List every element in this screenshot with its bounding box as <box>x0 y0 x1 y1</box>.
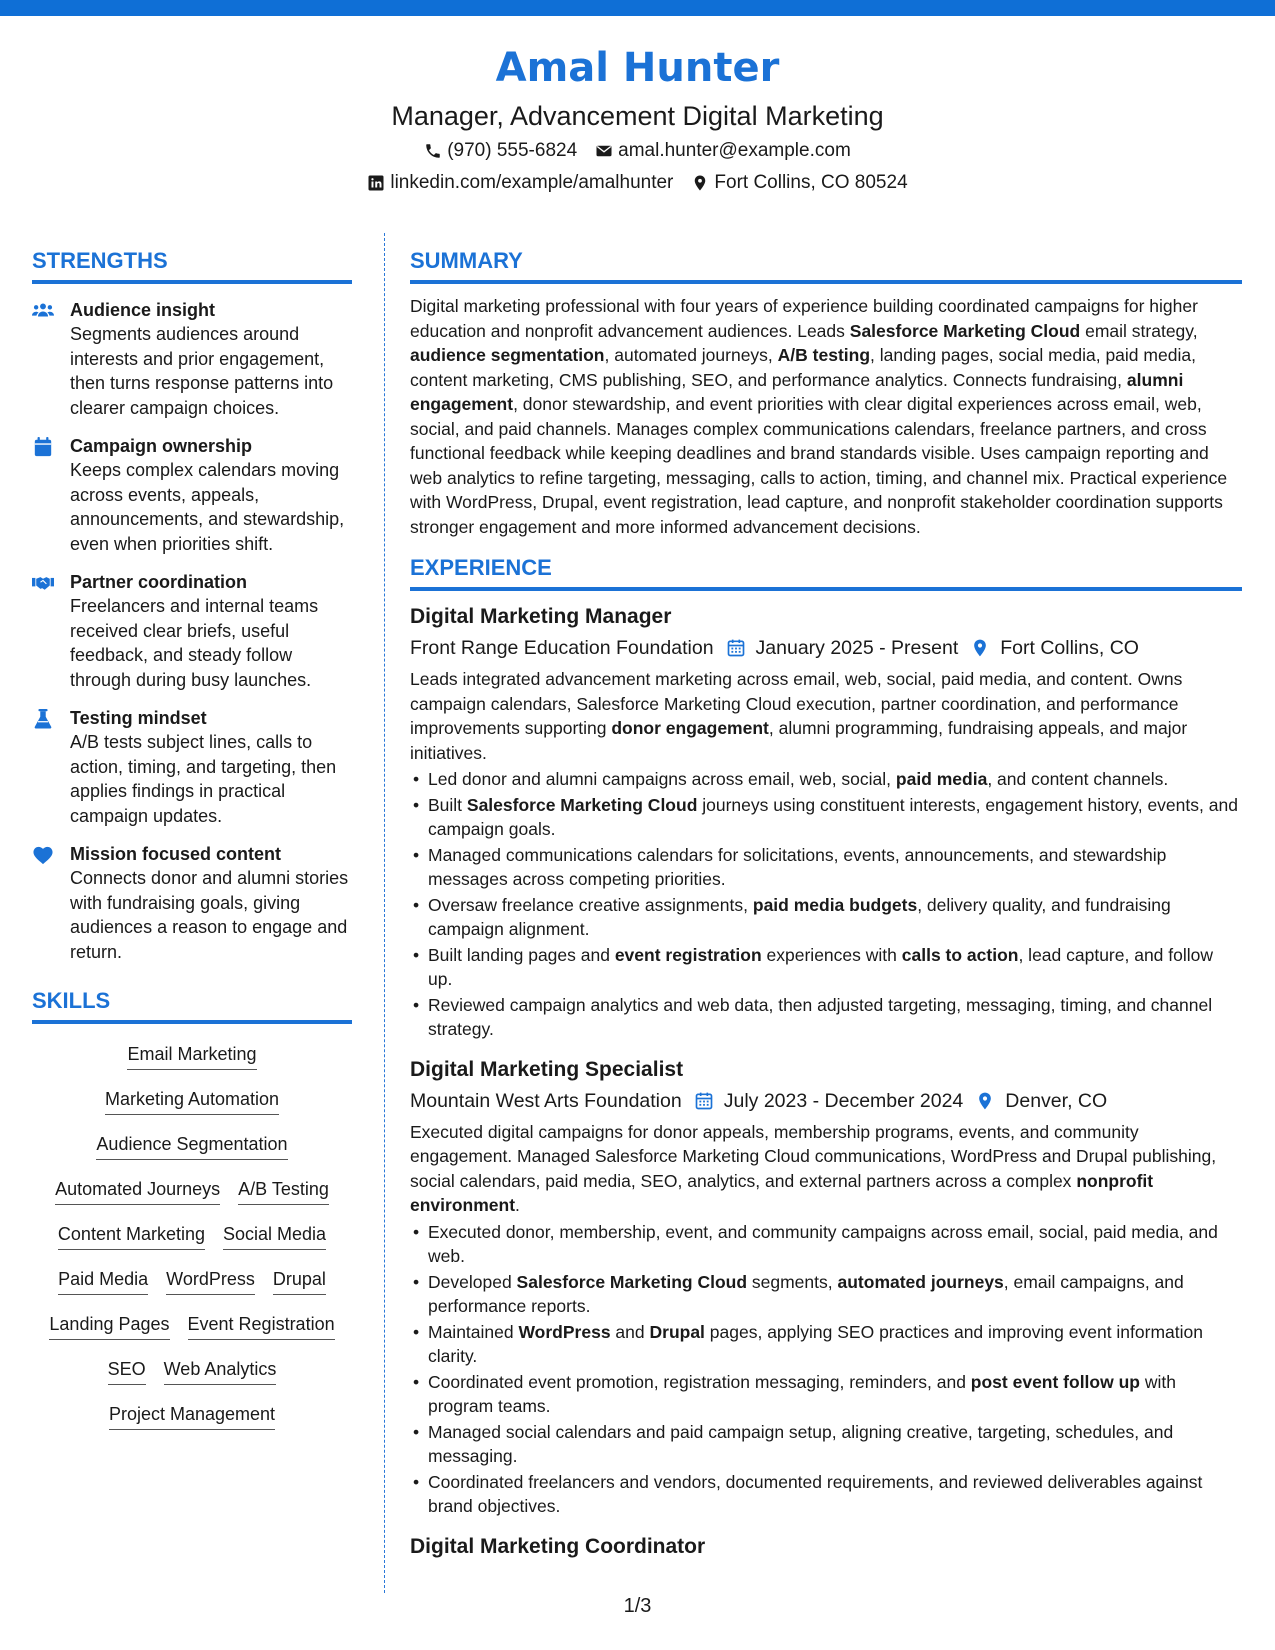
skill-row <box>32 1038 352 1083</box>
bold-keyword: audience segmentation <box>410 345 605 365</box>
skill-tag: A/B Testing <box>238 1177 329 1205</box>
strengths-heading: STRENGTHS <box>32 246 352 284</box>
text-run: Coordinated event promotion, registration messaging, reminders, and <box>428 1371 971 1392</box>
text-run: . <box>515 1195 520 1215</box>
text-run: segments, <box>747 1271 838 1292</box>
job-entry <box>410 1056 1242 1519</box>
strength-title: Testing mindset <box>70 708 207 728</box>
job-org: Front Range Education Foundation <box>410 637 714 659</box>
bullet-item <box>410 1270 1242 1319</box>
text-run: and <box>610 1321 650 1342</box>
job-dates: January 2025 - Present <box>755 637 959 659</box>
text-run: Maintained <box>428 1321 519 1342</box>
bullet-item <box>410 943 1242 992</box>
skill-row <box>32 1218 352 1263</box>
bold-keyword: calls to action <box>901 944 1019 965</box>
bold-keyword: A/B testing <box>777 345 871 365</box>
job-bullets <box>410 767 1242 1042</box>
calendar-icon <box>726 638 746 658</box>
map-pin-icon <box>970 638 990 658</box>
skill-tag: Automated Journeys <box>55 1177 220 1205</box>
job-description <box>410 1120 1242 1218</box>
skill-tag: Content Marketing <box>58 1222 205 1250</box>
bold-keyword: paid media <box>895 769 988 789</box>
text-run: , landing pages, social media, paid media, content marketing, CMS publishing, SEO, and performance analytics. Connects fundraising, <box>410 345 1196 390</box>
text-run: Coordinated freelancers and vendors, documented requirements, and reviewed deliverables against brand objectives. <box>428 1471 1203 1516</box>
text-run: Built <box>428 794 467 815</box>
users-icon <box>32 301 54 321</box>
strength-item <box>32 298 352 420</box>
right-column <box>410 246 1242 1561</box>
email-contact[interactable] <box>595 136 851 166</box>
skill-tag: Social Media <box>223 1222 326 1250</box>
bold-keyword: donor engagement <box>611 718 769 738</box>
job-meta <box>410 633 1242 663</box>
location-contact <box>691 168 907 198</box>
text-run: , donor stewardship, and event priorities with clear digital experiences across email, web, social, and paid channels. Manages complex communications calendars, freelance partners, and cross functional feedback while keeping deadlines and brand standards visible. Uses campaign reporting and web analytics to refine targeting, messaging, calls to action, timing, and channel mix. Practical experience with WordPress, Drupal, event registration, lead capture, and nonprofit stakeholder coordination supports stronger engagement and more informed advancement decisions. <box>410 394 1228 537</box>
left-column <box>32 246 352 1443</box>
strength-item <box>32 842 352 964</box>
bullet-item <box>410 767 1242 792</box>
job-entry <box>410 1533 1242 1561</box>
strength-title: Audience insight <box>70 300 216 320</box>
text-run: , alumni programming, fundraising appeals, and major initiatives. <box>410 718 1188 763</box>
map-pin-icon <box>691 174 709 192</box>
bold-keyword: Salesforce Marketing Cloud <box>466 794 698 815</box>
job-dates: July 2023 - December 2024 <box>723 1089 964 1112</box>
text-run: Built landing pages and <box>428 944 615 965</box>
text-run: , email campaigns, and performance reports. <box>428 1271 1184 1316</box>
heart-icon <box>32 845 54 865</box>
text-run: , delivery quality, and fundraising campaign alignment. <box>428 894 1171 939</box>
text-run: with program teams. <box>428 1371 1176 1416</box>
skills-heading: SKILLS <box>32 986 352 1024</box>
skill-tag: Audience Segmentation <box>96 1132 287 1160</box>
text-run: pages, applying SEO practices and improving event information clarity. <box>428 1321 1203 1366</box>
strength-item <box>32 434 352 556</box>
strength-title: Mission focused content <box>70 844 282 864</box>
linkedin-text[interactable]: linkedin.com/example/amalhunter <box>390 172 674 193</box>
candidate-title: Manager, Advancement Digital Marketing <box>391 101 884 131</box>
skill-tag: Web Analytics <box>164 1357 277 1385</box>
skill-tag: SEO <box>108 1357 146 1385</box>
bold-keyword: WordPress <box>518 1321 611 1342</box>
skill-row <box>32 1173 352 1218</box>
map-pin-icon <box>975 1091 995 1111</box>
bullet-item <box>410 1470 1242 1519</box>
strength-item <box>32 570 352 692</box>
skill-row <box>32 1308 352 1353</box>
text-run: , and content channels. <box>987 769 1169 789</box>
strength-title: Partner coordination <box>70 572 248 592</box>
job-org: Mountain West Arts Foundation <box>410 1089 682 1112</box>
experience-heading: EXPERIENCE <box>410 553 1242 591</box>
strength-desc: Freelancers and internal teams received clear briefs, useful feedback, and steady follow through during busy launches. <box>70 596 319 690</box>
skill-row <box>32 1263 352 1308</box>
text-run: , automated journeys, <box>604 345 778 365</box>
summary-text <box>410 294 1242 539</box>
text-run: Led donor and alumni campaigns across email, web, social, <box>428 769 896 789</box>
text-run: Reviewed campaign analytics and web data, then adjusted targeting, messaging, timing, and channel strategy. <box>428 994 1213 1039</box>
skill-row <box>32 1128 352 1173</box>
text-run: Digital marketing professional with four years of experience building coordinated campaigns for higher education and nonprofit advancement audiences. Leads <box>410 296 1198 341</box>
text-run: email strategy, <box>1080 320 1198 341</box>
job-title: Digital Marketing Coordinator <box>410 1534 706 1558</box>
calendar-icon <box>694 1091 714 1111</box>
text-run: Executed digital campaigns for donor appeals, membership programs, events, and community engagement. Managed Salesforce Marketing Cloud communications, WordPress and Drupal publishing, social calendars, paid media, SEO, analytics, and external partners across a complex <box>410 1121 1217 1191</box>
skill-tag: Event Registration <box>188 1312 335 1340</box>
bullet-item <box>410 1420 1242 1469</box>
job-description <box>410 667 1242 765</box>
bold-keyword: Drupal <box>649 1321 705 1342</box>
strength-desc: Segments audiences around interests and prior engagement, then turns response patterns into clearer campaign choices. <box>70 324 334 418</box>
job-bullets <box>410 1220 1242 1519</box>
phone-contact <box>424 136 577 166</box>
bold-keyword: post event follow up <box>970 1371 1140 1392</box>
text-run: experiences with <box>761 944 902 965</box>
email-text[interactable]: amal.hunter@example.com <box>618 140 851 161</box>
linkedin-icon <box>367 174 385 192</box>
job-meta <box>410 1086 1242 1116</box>
skill-row <box>32 1083 352 1128</box>
skill-tag: Marketing Automation <box>105 1087 279 1115</box>
flask-icon <box>32 709 54 729</box>
skill-tag: WordPress <box>166 1267 255 1295</box>
skill-row <box>32 1398 352 1443</box>
strength-desc: Connects donor and alumni stories with fundraising goals, giving audiences a reason to engage and return. <box>70 868 349 962</box>
strength-desc: A/B tests subject lines, calls to action, timing, and targeting, then applies findings in practical campaign updates. <box>70 732 337 826</box>
bullet-item <box>410 843 1242 892</box>
envelope-icon <box>595 142 613 160</box>
skill-tag: Landing Pages <box>49 1312 169 1340</box>
job-title: Digital Marketing Specialist <box>410 1057 684 1081</box>
text-run: Executed donor, membership, event, and community campaigns across email, social, paid media, and web. <box>428 1221 1218 1266</box>
skills-list <box>32 1038 352 1443</box>
page-number: 1/3 <box>623 1595 652 1617</box>
skill-row <box>32 1353 352 1398</box>
calendar-icon <box>32 437 54 457</box>
candidate-name: Amal Hunter <box>495 45 780 91</box>
job-title: Digital Marketing Manager <box>410 605 672 628</box>
top-accent-bar <box>0 0 1275 16</box>
bold-keyword: alumni engagement <box>410 369 1184 414</box>
text-run: , lead capture, and follow up. <box>428 944 1214 989</box>
linkedin-contact[interactable] <box>367 168 673 198</box>
bold-keyword: Salesforce Marketing Cloud <box>849 320 1081 341</box>
text-run: Managed communications calendars for solicitations, events, announcements, and stewardship messages across competing priorities. <box>428 844 1167 889</box>
handshake-icon <box>32 573 54 593</box>
resume-header <box>0 40 1275 198</box>
strength-title: Campaign ownership <box>70 436 253 456</box>
bold-keyword: nonprofit environment <box>410 1170 1154 1215</box>
strength-desc: Keeps complex calendars moving across events, appeals, announcements, and stewardship, even when priorities shift. <box>70 460 345 554</box>
skill-tag: Project Management <box>109 1402 275 1430</box>
text-run: Managed social calendars and paid campaign setup, aligning creative, targeting, schedules, and messaging. <box>428 1421 1174 1466</box>
text-run: Developed <box>428 1271 517 1292</box>
bullet-item <box>410 1370 1242 1419</box>
column-divider <box>384 233 385 1593</box>
job-location: Denver, CO <box>1005 1089 1108 1112</box>
bullet-item <box>410 993 1242 1042</box>
bold-keyword: paid media budgets <box>752 894 918 915</box>
text-run: Leads integrated advancement marketing across email, web, social, paid media, and content. Owns campaign calendars, Salesforce Marketing Cloud execution, partner coordination, and performance improvements supporting <box>410 669 1183 738</box>
text-run: Oversaw freelance creative assignments, <box>428 894 753 915</box>
skill-tag: Email Marketing <box>127 1042 256 1070</box>
contact-line-2 <box>0 168 1275 198</box>
summary-heading: SUMMARY <box>410 246 1242 284</box>
phone-icon <box>424 142 442 160</box>
job-location: Fort Collins, CO <box>1000 637 1139 659</box>
bold-keyword: automated journeys <box>837 1271 1004 1292</box>
bold-keyword: event registration <box>614 944 762 965</box>
bullet-item <box>410 893 1242 942</box>
job-entry <box>410 603 1242 1042</box>
bold-keyword: Salesforce Marketing Cloud <box>516 1271 748 1292</box>
contact-line-1 <box>0 136 1275 166</box>
bullet-item <box>410 1320 1242 1369</box>
text-run: journeys using constituent interests, engagement history, events, and campaign goals. <box>428 794 1238 839</box>
bullet-item <box>410 1220 1242 1269</box>
skill-tag: Paid Media <box>58 1267 148 1295</box>
location-text: Fort Collins, CO 80524 <box>714 172 908 193</box>
bullet-item <box>410 793 1242 842</box>
strength-item <box>32 706 352 828</box>
phone-text: (970) 555-6824 <box>447 140 578 161</box>
skill-tag: Drupal <box>273 1267 326 1295</box>
